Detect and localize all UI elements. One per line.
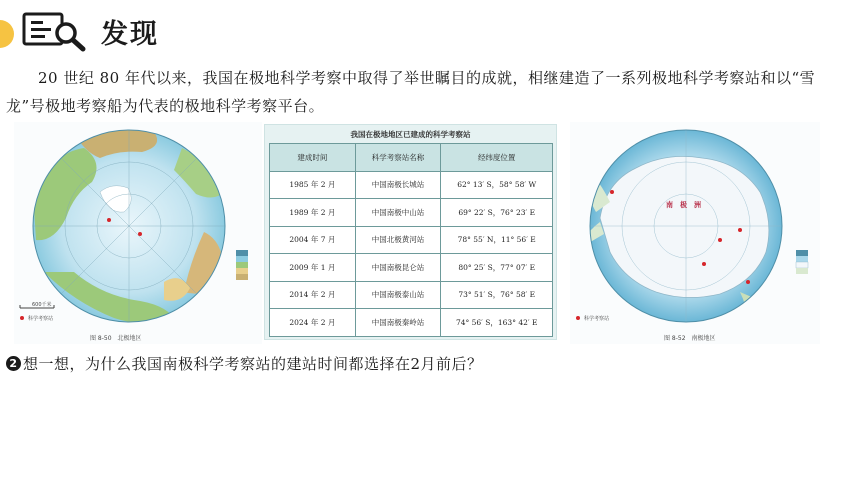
table-row bbox=[270, 226, 553, 254]
cell-date: 2024 年 2 月 bbox=[270, 309, 356, 337]
table-row bbox=[270, 199, 553, 227]
station-marker bbox=[610, 190, 614, 194]
column-header: 科学考察站名称 bbox=[355, 144, 441, 172]
table-title: 我国在极地地区已建成的科学考察站 bbox=[350, 130, 471, 139]
antarctic-map bbox=[570, 122, 820, 344]
table-row bbox=[270, 281, 553, 309]
cell-date: 2004 年 7 月 bbox=[270, 226, 356, 254]
station-legend-label: 科学考察站 bbox=[28, 316, 54, 322]
cell-station: 中国南极昆仑站 bbox=[355, 254, 441, 282]
stations-table bbox=[269, 143, 553, 337]
table-row bbox=[270, 171, 553, 199]
intro-paragraph: 20 世纪 80 年代以来，我国在极地科学考察中取得了举世瞩目的成就，相继建造了一系列极地科学考察站和以“雪龙”号极地考察船为代表的极地科学考察平台。 bbox=[6, 69, 816, 115]
column-header: 建成时间 bbox=[270, 144, 356, 172]
cell-station: 中国南极长城站 bbox=[355, 171, 441, 199]
cell-coordinates: 73° 51′ S，76° 58′ E bbox=[441, 281, 553, 309]
station-marker bbox=[138, 232, 142, 236]
table-row bbox=[270, 254, 553, 282]
cell-coordinates: 69° 22′ S，76° 23′ E bbox=[441, 199, 553, 227]
question-number-badge: 2 bbox=[6, 356, 21, 371]
column-header: 经纬度位置 bbox=[441, 144, 553, 172]
stations-table-panel bbox=[264, 124, 557, 340]
antarctic-map-graphic bbox=[570, 122, 820, 344]
cell-station: 中国南极秦岭站 bbox=[355, 309, 441, 337]
station-marker bbox=[718, 238, 722, 242]
cell-date: 1989 年 2 月 bbox=[270, 199, 356, 227]
cell-station: 中国南极泰山站 bbox=[355, 281, 441, 309]
arctic-map-caption: 图 8-50 北极地区 bbox=[90, 335, 142, 342]
cell-coordinates: 78° 55′ N，11° 56′ E bbox=[441, 226, 553, 254]
antarctic-map-caption: 图 8-52 南极地区 bbox=[664, 335, 716, 342]
scale-label: 600千米 bbox=[32, 302, 52, 308]
search-document-icon bbox=[22, 12, 90, 52]
station-marker bbox=[702, 262, 706, 266]
continent-label: 南 极 洲 bbox=[666, 201, 701, 209]
cell-coordinates: 62° 13′ S，58° 58′ W bbox=[441, 171, 553, 199]
table-row bbox=[270, 309, 553, 337]
cell-date: 1985 年 2 月 bbox=[270, 171, 356, 199]
cell-coordinates: 80° 25′ S，77° 07′ E bbox=[441, 254, 553, 282]
arctic-map-graphic bbox=[14, 122, 262, 344]
page-title: 发现 bbox=[101, 19, 159, 50]
question bbox=[6, 353, 483, 374]
cell-date: 2014 年 2 月 bbox=[270, 281, 356, 309]
station-marker bbox=[738, 228, 742, 232]
station-marker bbox=[746, 280, 750, 284]
cell-station: 中国南极中山站 bbox=[355, 199, 441, 227]
station-legend-label: 科学考察站 bbox=[584, 316, 610, 322]
arctic-map bbox=[14, 122, 262, 344]
accent-dot bbox=[0, 20, 14, 48]
question-text: 想一想，为什么我国南极科学考察站的建站时间都选择在2月前后？ bbox=[23, 355, 483, 373]
cell-coordinates: 74° 56′ S，163° 42′ E bbox=[441, 309, 553, 337]
station-marker bbox=[107, 218, 111, 222]
cell-station: 中国北极黄河站 bbox=[355, 226, 441, 254]
table-header-row bbox=[270, 144, 553, 172]
cell-date: 2009 年 1 月 bbox=[270, 254, 356, 282]
